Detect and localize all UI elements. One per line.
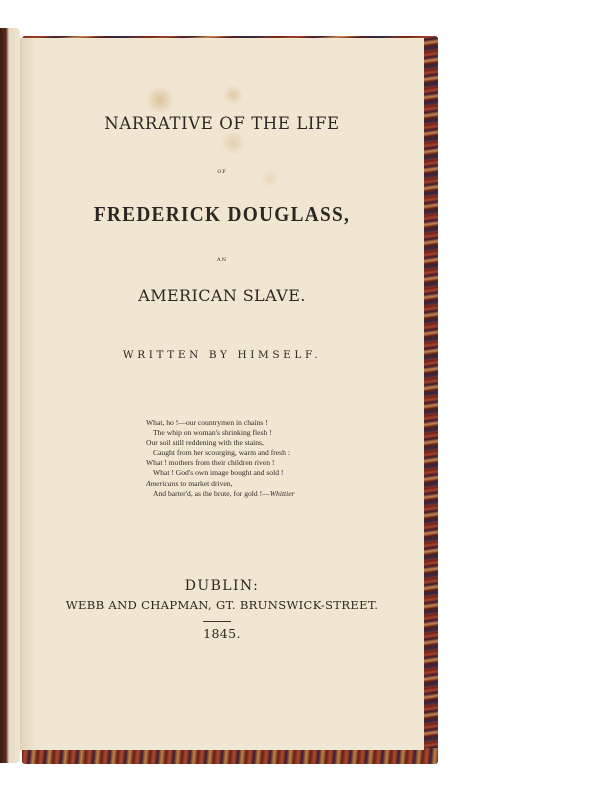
epigraph-line-rest: to market driven,	[178, 478, 233, 488]
author-name: FREDERICK DOUGLASS,	[93, 202, 351, 226]
epigraph-line: What ! mothers from their children riven !	[146, 458, 275, 468]
left-cover-edge	[0, 28, 20, 763]
epigraph-line	[146, 489, 346, 499]
imprint-publisher: WEBB AND CHAPMAN, GT. BRUNSWICK-STREET.	[65, 598, 379, 612]
title-line: NARRATIVE OF THE LIFE	[104, 114, 340, 133]
title-page	[20, 38, 424, 750]
an-word: AN	[217, 257, 227, 263]
imprint-city: DUBLIN:	[184, 578, 260, 594]
epigraph-attribution: Whittier	[269, 488, 295, 498]
epigraph-line: What ! God's own image bought and sold !	[153, 468, 284, 478]
written-by-line: WRITTEN BY HIMSELF.	[122, 349, 322, 361]
epigraph-italic-word: Americans	[146, 478, 179, 488]
of-word: OF	[217, 169, 227, 175]
epigraph-line: Caught from her scourging, warm and fresh :	[153, 448, 290, 458]
epigraph-line	[146, 479, 346, 489]
epigraph	[146, 418, 346, 499]
subtitle: AMERICAN SLAVE.	[138, 286, 306, 305]
epigraph-line: Our soil still reddening with the stains,	[146, 438, 264, 448]
epigraph-line: What, ho !—our countrymen in chains !	[146, 418, 268, 427]
imprint-rule	[203, 621, 231, 622]
marbled-edge-bottom	[22, 748, 438, 764]
imprint-year: 1845.	[203, 626, 241, 641]
epigraph-line-text: And barter'd, as the brute, for gold !—	[153, 488, 270, 498]
epigraph-line: The whip on woman's shrinking flesh !	[153, 428, 272, 438]
